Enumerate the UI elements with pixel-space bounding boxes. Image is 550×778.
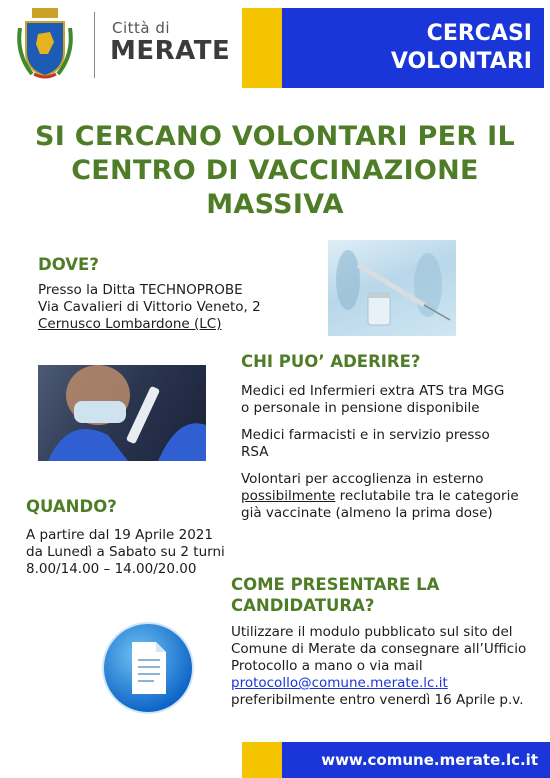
chi-p3-line-2-rest: reclutabile tra le categorie — [335, 488, 519, 504]
come-line-5: preferibilmente entro venerdì 16 Aprile p.v. — [231, 692, 524, 708]
dove-section — [38, 282, 261, 333]
chi-p3-line-1: Volontari per accoglienza in esterno — [241, 471, 484, 487]
dove-line-1: Presso la Ditta TECHNOPROBE — [38, 282, 243, 298]
title-line-3: MASSIVA — [206, 189, 344, 220]
banner-accent — [242, 8, 282, 88]
chi-p2-line-1: Medici farmacisti e in servizio presso — [241, 427, 490, 443]
banner-line-1: CERCASI — [426, 21, 532, 46]
chi-p2-line-2: RSA — [241, 444, 269, 460]
quando-line-2: da Lunedì a Sabato su 2 turni — [26, 544, 225, 560]
chi-p1-line-1: Medici ed Infermieri extra ATS tra MGG — [241, 383, 505, 399]
syringe-photo — [328, 240, 456, 336]
chi-p3-line-3: già vaccinate (almeno la prima dose) — [241, 505, 493, 521]
come-line-2: Comune di Merate da consegnare all’Ufficio — [231, 641, 527, 657]
dove-line-3: Cernusco Lombardone (LC) — [38, 316, 222, 332]
banner-line-2: VOLONTARI — [390, 49, 532, 74]
email-link[interactable]: protocollo@comune.merate.lc.it — [231, 675, 448, 691]
footer-website[interactable]: www.comune.merate.lc.it — [282, 742, 550, 778]
header-banner — [282, 8, 544, 88]
footer-accent — [242, 742, 282, 778]
vaccine-photo — [38, 365, 206, 461]
chi-heading: CHI PUO’ ADERIRE? — [241, 352, 421, 371]
title-line-1: SI CERCANO VOLONTARI PER IL — [35, 121, 515, 152]
title-line-2: CENTRO DI VACCINAZIONE — [71, 155, 479, 186]
document-icon — [100, 620, 196, 716]
city-crest-icon — [14, 8, 76, 82]
come-heading — [231, 574, 439, 616]
city-name: MERATE — [110, 36, 231, 66]
come-heading-line-2: CANDIDATURA? — [231, 596, 375, 615]
city-prefix: Città di — [112, 19, 171, 37]
quando-heading: QUANDO? — [26, 497, 117, 516]
header-divider — [94, 12, 95, 78]
quando-line-1: A partire dal 19 Aprile 2021 — [26, 527, 213, 543]
come-section — [231, 624, 526, 709]
page-title — [0, 120, 550, 222]
chi-p1-line-2: o personale in pensione disponibile — [241, 400, 480, 416]
come-line-3: Protocollo a mano o via mail — [231, 658, 423, 674]
dove-line-2: Via Cavalieri di Vittorio Veneto, 2 — [38, 299, 261, 315]
dove-heading: DOVE? — [38, 255, 99, 274]
come-heading-line-1: COME PRESENTARE LA — [231, 575, 440, 594]
come-line-1: Utilizzare il modulo pubblicato sul sito del — [231, 624, 513, 640]
chi-p3-emphasis: possibilmente — [241, 488, 336, 504]
quando-section — [26, 527, 225, 578]
chi-p3-line-2 — [241, 488, 519, 505]
chi-section — [241, 383, 519, 522]
quando-line-3: 8.00/14.00 – 14.00/20.00 — [26, 561, 197, 577]
